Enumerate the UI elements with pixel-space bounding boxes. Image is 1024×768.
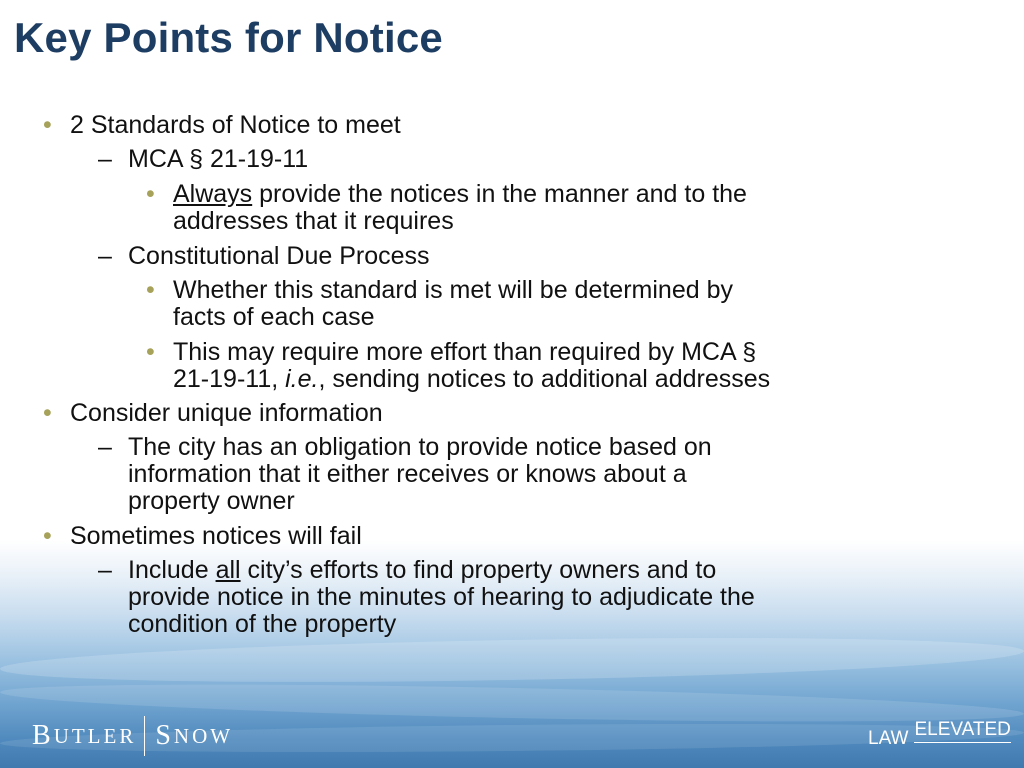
bullet-text: city’s efforts to find property owners and to [240,556,717,584]
underlined-text: all [215,556,241,584]
underlined-text: Always [173,180,253,208]
bullet-text-continued: , sending notices to additional addresses [318,365,771,393]
bullet-text: Constitutional Due Process [128,242,430,270]
bullet-text-continued: facts of each case [173,303,375,331]
bullet-marker: • [43,522,52,550]
bullet-marker: • [146,276,155,304]
bullet-text-continued: 21-19-11, [173,365,286,393]
bullet-item [146,276,733,331]
bullet-text: The city has an obligation to provide notice based on [128,433,712,461]
bullet-text-continued: property owner [128,487,295,515]
bullet-marker: • [43,111,52,139]
logo-divider [144,716,145,756]
tagline-elevated: ELEVATED [914,719,1010,743]
bullet-item [98,556,755,638]
bullet-text-continued: addresses that it requires [173,207,454,235]
bullet-text-continued: provide notice in the minutes of hearing to adjudicate the [128,583,755,611]
bullet-text-continued: condition of the property [128,610,397,638]
bullet-item [98,242,430,270]
bullet-item [43,399,383,427]
bullet-marker: • [146,180,155,208]
bullet-text: provide the notices in the manner and to the [252,180,747,208]
bullet-text: 2 Standards of Notice to meet [70,111,401,139]
butler-snow-logo: B UTLER S NOW [32,716,233,756]
dash-marker: – [98,433,112,461]
bullet-text: Include [128,556,216,584]
dash-marker: – [98,556,112,584]
water-wave [0,631,1024,689]
bullet-marker: • [43,399,52,427]
dash-marker: – [98,242,112,270]
bullet-text: Consider unique information [70,399,383,427]
bullet-marker: • [146,338,155,366]
dash-marker: – [98,145,112,173]
bullet-text: MCA § 21-19-11 [128,145,309,173]
bullet-text: Whether this standard is met will be determined by [173,276,733,304]
slide-title: Key Points for Notice [14,14,443,61]
law-elevated-tagline [868,719,1011,750]
bullet-item [98,433,712,515]
bullet-item [98,145,309,173]
bullet-item [146,180,747,235]
bullet-text: This may require more effort than required by MCA § [173,338,757,366]
bullet-item [43,111,401,139]
bullet-text: Sometimes notices will fail [70,522,362,550]
bullet-text-continued: information that it either receives or knows about a [128,460,687,488]
bullet-item [43,522,362,550]
italic-text: i.e. [285,365,319,393]
bullet-item [146,338,771,393]
tagline-law: LAW [868,728,909,749]
